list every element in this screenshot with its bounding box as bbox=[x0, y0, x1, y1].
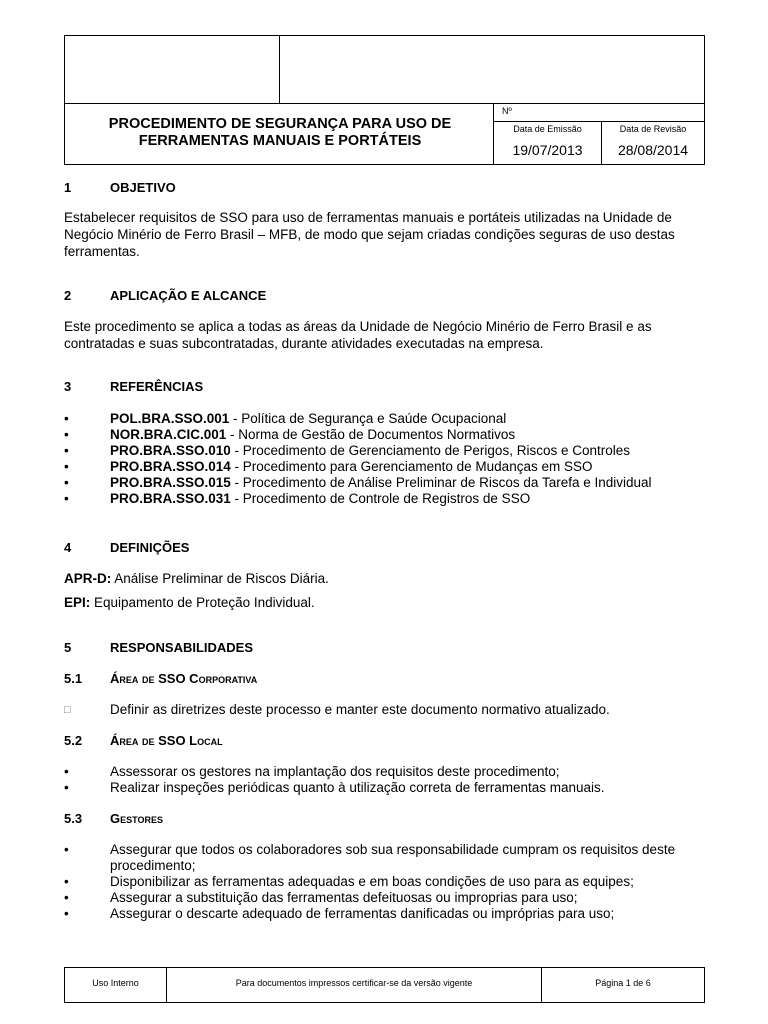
section-number: 3 bbox=[64, 379, 72, 394]
list-item-text: Realizar inspeções periódicas quanto à utilização correta de ferramentas manuais. bbox=[110, 780, 605, 795]
emissao-value: 19/07/2013 bbox=[512, 142, 583, 158]
section-4-heading bbox=[64, 540, 189, 555]
section-title: OBJETIVO bbox=[110, 180, 176, 195]
list-item-text: Assegurar o descarte adequado de ferramentas danificadas ou impróprias para uso; bbox=[110, 906, 615, 921]
section-number: 2 bbox=[64, 288, 72, 303]
numero-label: Nº bbox=[502, 106, 512, 116]
subsection-number: 5.2 bbox=[64, 733, 83, 748]
section-number: 1 bbox=[64, 180, 72, 195]
section-2-heading bbox=[64, 288, 266, 303]
list-item-text: Assegurar a substituição das ferramentas defeituosas ou improprias para uso; bbox=[110, 890, 578, 905]
subsection-5-1-heading bbox=[64, 671, 257, 686]
revisao-label: Data de Revisão bbox=[619, 124, 687, 134]
subsection-title: Área de SSO Local bbox=[110, 733, 223, 748]
section-1-text: Estabelecer requisitos de SSO para uso de ferramentas manuais e portáteis utilizadas na Unidade de Negócio Minério de Ferro Brasil – MFB, de modo que sejam criadas condições seguras de uso destas ferramentas. bbox=[64, 210, 675, 259]
ref-code: PRO.BRA.SSO.010 bbox=[110, 443, 231, 458]
section-3-heading bbox=[64, 379, 203, 394]
numero-cell bbox=[493, 103, 705, 122]
section-title: REFERÊNCIAS bbox=[110, 379, 204, 394]
ref-desc: - Procedimento para Gerenciamento de Mudanças em SSO bbox=[230, 459, 593, 474]
definition-term: APR-D: bbox=[64, 571, 112, 586]
ref-desc: - Política de Segurança e Saúde Ocupacional bbox=[229, 411, 507, 426]
section-title: APLICAÇÃO E ALCANCE bbox=[110, 288, 267, 303]
footer-classification: Uso Interno bbox=[92, 978, 139, 988]
logo-cell bbox=[64, 35, 280, 104]
ref-desc: - Norma de Gestão de Documentos Normativos bbox=[226, 427, 516, 442]
subsection-title: Gestores bbox=[110, 811, 163, 826]
page-number: Página 1 de 6 bbox=[595, 978, 651, 988]
ref-code: PRO.BRA.SSO.014 bbox=[110, 459, 231, 474]
definition-item bbox=[64, 594, 714, 611]
title-line-2: FERRAMENTAS MANUAIS E PORTÁTEIS bbox=[138, 133, 422, 149]
subsection-5-2-heading bbox=[64, 733, 223, 748]
document-title bbox=[66, 116, 494, 150]
ref-code: NOR.BRA.CIC.001 bbox=[110, 427, 227, 442]
emissao-label: Data de Emissão bbox=[513, 124, 582, 134]
section-1-heading bbox=[64, 180, 176, 195]
subsection-5-3-heading bbox=[64, 811, 163, 826]
header-blank-cell bbox=[279, 35, 705, 104]
list-item-text: Assegurar que todos os colaboradores sob sua responsabilidade cumpram os requisitos deste procedimento; bbox=[110, 842, 676, 873]
section-number: 5 bbox=[64, 640, 72, 655]
footer-notice: Para documentos impressos certificar-se da versão vigente bbox=[235, 978, 473, 988]
definition-item bbox=[64, 570, 714, 587]
definition-term: EPI: bbox=[64, 595, 91, 610]
section-5-heading bbox=[64, 640, 253, 655]
section-2-text: Este procedimento se aplica a todas as áreas da Unidade de Negócio Minério de Ferro Brasil e as contratadas e suas subcontratadas, durante atividades executadas na empresa. bbox=[64, 319, 652, 351]
checkbox-icon: □ bbox=[64, 704, 71, 716]
ref-code: POL.BRA.SSO.001 bbox=[110, 411, 230, 426]
definition-desc: Equipamento de Proteção Individual. bbox=[90, 595, 315, 610]
subsection-number: 5.3 bbox=[64, 811, 83, 826]
section-title: RESPONSABILIDADES bbox=[110, 640, 254, 655]
section-number: 4 bbox=[64, 540, 72, 555]
list-item-text: Assessorar os gestores na implantação dos requisitos deste procedimento; bbox=[110, 764, 560, 779]
section-title: DEFINIÇÕES bbox=[110, 540, 190, 555]
revisao-value: 28/08/2014 bbox=[617, 142, 689, 158]
ref-desc: - Procedimento de Gerenciamento de Perigos, Riscos e Controles bbox=[230, 443, 630, 458]
definition-desc: Análise Preliminar de Riscos Diária. bbox=[111, 571, 329, 586]
ref-code: PRO.BRA.SSO.031 bbox=[110, 491, 231, 506]
ref-code: PRO.BRA.SSO.015 bbox=[110, 475, 231, 490]
list-item-text: Definir as diretrizes deste processo e manter este documento normativo atualizado. bbox=[110, 702, 610, 717]
subsection-number: 5.1 bbox=[64, 671, 83, 686]
list-item-text: Disponibilizar as ferramentas adequadas e em boas condições de uso para as equipes; bbox=[110, 874, 634, 889]
ref-desc: - Procedimento de Análise Preliminar de Riscos da Tarefa e Individual bbox=[230, 475, 652, 490]
ref-desc: - Procedimento de Controle de Registros de SSO bbox=[230, 491, 531, 506]
subsection-title: Área de SSO Corporativa bbox=[110, 671, 258, 686]
title-line-1: PROCEDIMENTO DE SEGURANÇA PARA USO DE bbox=[108, 116, 452, 132]
